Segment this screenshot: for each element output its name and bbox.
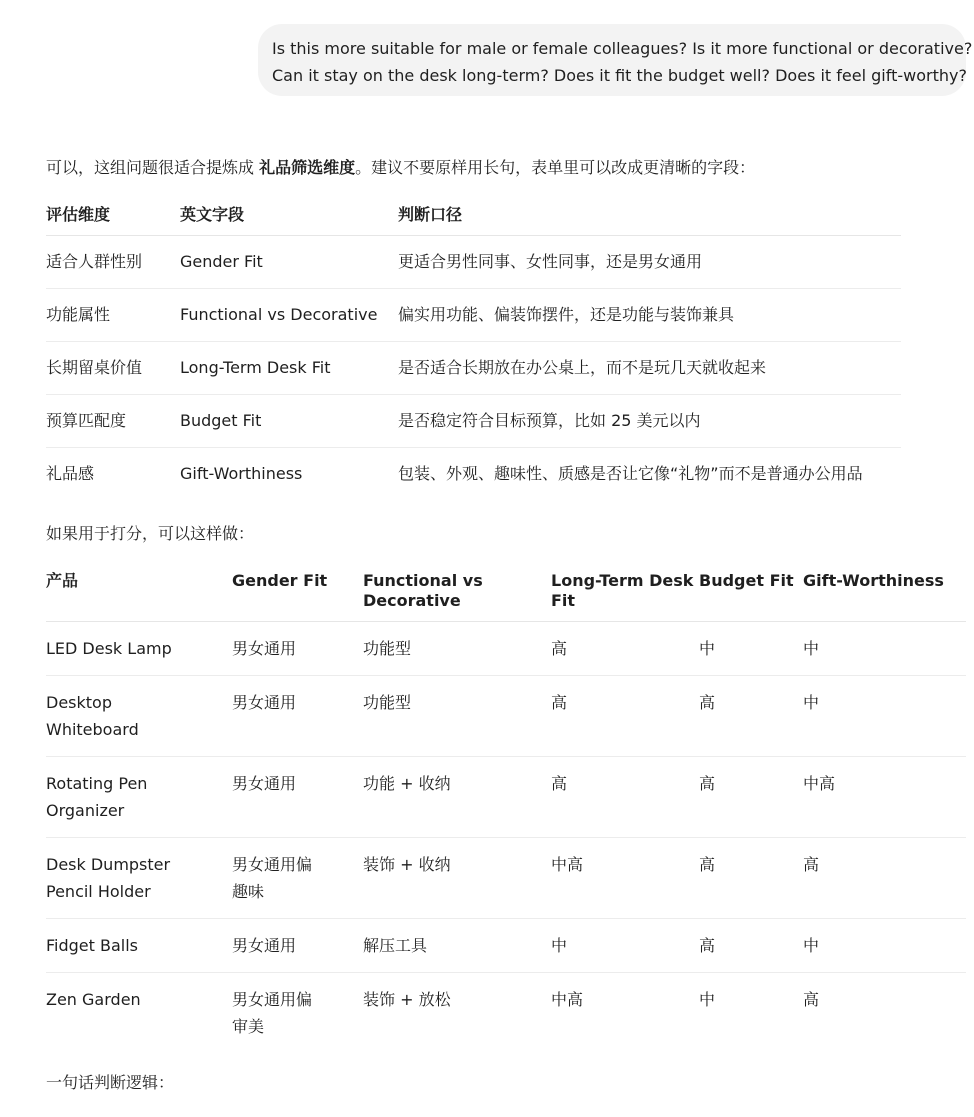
table-cell: Fidget Balls bbox=[46, 919, 232, 973]
score-header-cell: Long-Term Desk Fit bbox=[551, 571, 699, 622]
table-cell: 中高 bbox=[551, 990, 584, 1009]
table-cell: LED Desk Lamp bbox=[46, 622, 232, 676]
score-header-cell: 产品 bbox=[46, 571, 232, 622]
table-cell: 功能型 bbox=[363, 676, 551, 757]
table-row bbox=[46, 342, 901, 395]
table-row bbox=[46, 289, 901, 342]
table-cell: Rotating Pen Organizer bbox=[46, 757, 232, 838]
table-cell: 中 bbox=[699, 990, 716, 1009]
table-row bbox=[46, 676, 966, 757]
table-cell: 解压工具 bbox=[363, 919, 551, 973]
table-cell: 高 bbox=[699, 676, 803, 757]
score-table bbox=[46, 571, 966, 1053]
table-cell: 男女通用 bbox=[232, 919, 363, 973]
table-cell: 高 bbox=[551, 757, 699, 838]
table-cell: 装饰 + 收纳 bbox=[363, 838, 551, 919]
table-row bbox=[46, 838, 966, 919]
table-cell: Desk Dumpster Pencil Holder bbox=[46, 838, 232, 919]
table-cell: 高 bbox=[803, 990, 820, 1009]
dimension-table-header bbox=[46, 203, 901, 236]
table-cell: 男女通用 bbox=[232, 757, 363, 838]
table-cell: 中 bbox=[551, 919, 699, 973]
table-row bbox=[46, 395, 901, 448]
table-cell: 功能 + 收纳 bbox=[363, 757, 551, 838]
table-cell: 中 bbox=[803, 676, 966, 757]
table-cell: 是否稳定符合目标预算，比如 25 美元以内 bbox=[398, 395, 901, 448]
table-cell: Budget Fit bbox=[180, 395, 398, 448]
table-cell: Zen Garden bbox=[46, 990, 141, 1009]
table-cell: 功能属性 bbox=[46, 289, 180, 342]
table-cell: 高 bbox=[699, 838, 803, 919]
table-cell: Functional vs Decorative bbox=[180, 289, 398, 342]
table-cell: 男女通用 bbox=[232, 676, 363, 757]
user-message-line-2: Can it stay on the desk long-term? Does it fit the budget well? Does it feel gift-worthy? bbox=[272, 66, 967, 85]
table-cell: 男女通用偏审美 bbox=[232, 990, 313, 1036]
response-intro-text-end: 。建议不要原样用长句，表单里可以改成更清晰的字段： bbox=[355, 158, 756, 177]
table-cell: Long-Term Desk Fit bbox=[180, 342, 398, 395]
table-cell: 预算匹配度 bbox=[46, 395, 180, 448]
table-cell: Gift-Worthiness bbox=[180, 464, 303, 483]
dimension-header-cell: 英文字段 bbox=[180, 203, 398, 236]
table-cell: 高 bbox=[803, 838, 966, 919]
table-row bbox=[46, 757, 966, 838]
scoring-intro: 如果用于打分，可以这样做： bbox=[46, 524, 255, 543]
table-cell: 长期留桌价值 bbox=[46, 342, 180, 395]
table-row bbox=[46, 973, 966, 1054]
table-cell: Gender Fit bbox=[180, 236, 398, 289]
response-intro-text: 可以，这组问题很适合提炼成 bbox=[46, 158, 260, 177]
closing-line: 一句话判断逻辑： bbox=[46, 1073, 175, 1092]
table-cell: 高 bbox=[699, 919, 803, 973]
table-cell: 男女通用偏趣味 bbox=[232, 838, 363, 919]
table-cell: 男女通用 bbox=[232, 622, 363, 676]
user-message-line-1: Is this more suitable for male or female colleagues? Is it more functional or decorative? bbox=[272, 39, 973, 58]
table-cell: 包装、外观、趣味性、质感是否让它像“礼物”而不是普通办公用品 bbox=[398, 464, 863, 483]
table-cell: 高 bbox=[551, 622, 699, 676]
score-header-cell: Gift-Worthiness bbox=[803, 571, 966, 622]
table-cell: 更适合男性同事、女性同事，还是男女通用 bbox=[398, 236, 901, 289]
score-table-header bbox=[46, 571, 966, 622]
table-row bbox=[46, 919, 966, 973]
table-cell: 偏实用功能、偏装饰摆件，还是功能与装饰兼具 bbox=[398, 289, 901, 342]
user-message-bubble bbox=[258, 24, 973, 96]
table-cell: 礼品感 bbox=[46, 464, 95, 483]
table-row bbox=[46, 236, 901, 289]
table-cell: 中 bbox=[699, 622, 803, 676]
table-cell: 中 bbox=[803, 622, 966, 676]
table-cell: 装饰 + 放松 bbox=[363, 990, 451, 1009]
dimension-header-cell: 判断口径 bbox=[398, 203, 901, 236]
response-intro-bold: 礼品筛选维度 bbox=[259, 158, 356, 177]
dimension-header-cell: 评估维度 bbox=[46, 203, 180, 236]
score-header-cell: Gender Fit bbox=[232, 571, 363, 622]
score-header-cell: Functional vs Decorative bbox=[363, 571, 551, 622]
table-cell: 中高 bbox=[803, 757, 966, 838]
table-cell: Desktop Whiteboard bbox=[46, 676, 232, 757]
score-header-cell: Budget Fit bbox=[699, 571, 803, 622]
dimension-table bbox=[46, 203, 901, 500]
table-cell: 功能型 bbox=[363, 622, 551, 676]
table-cell: 高 bbox=[699, 757, 803, 838]
table-cell: 中 bbox=[803, 919, 966, 973]
table-row bbox=[46, 622, 966, 676]
table-row bbox=[46, 448, 901, 501]
table-cell: 中高 bbox=[551, 838, 699, 919]
table-cell: 高 bbox=[551, 676, 699, 757]
table-cell: 是否适合长期放在办公桌上，而不是玩几天就收起来 bbox=[398, 342, 901, 395]
response-intro bbox=[46, 155, 755, 181]
table-cell: 适合人群性别 bbox=[46, 236, 180, 289]
